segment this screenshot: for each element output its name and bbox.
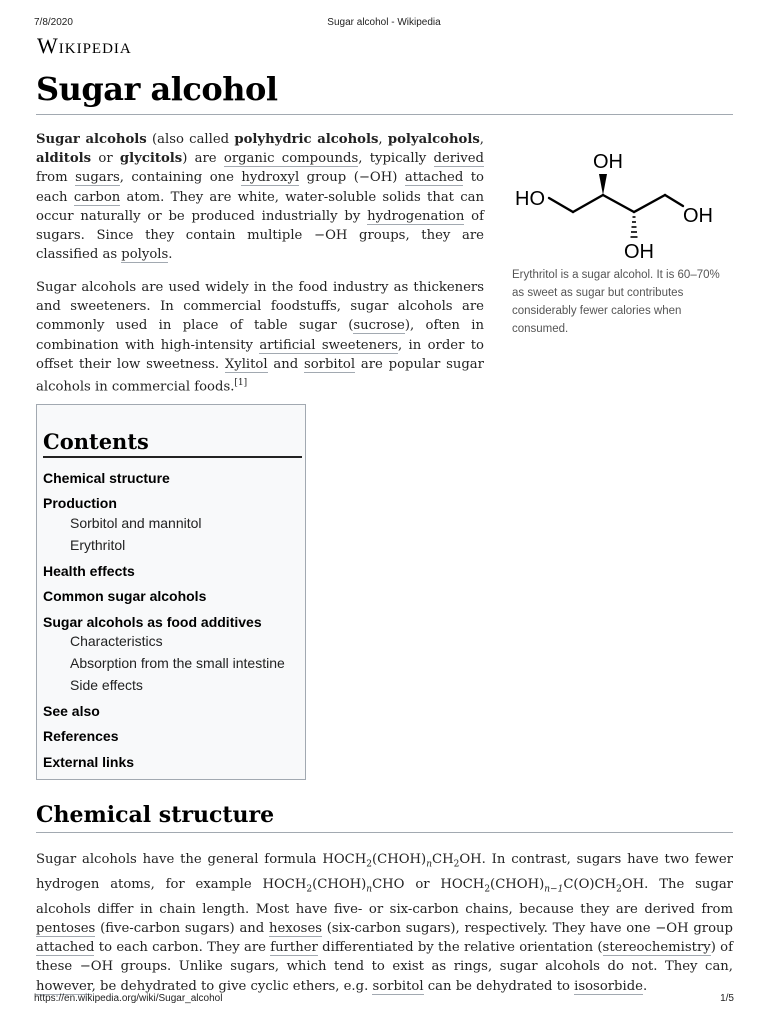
- bond-2: [573, 195, 603, 212]
- reference-1[interactable]: [1]: [234, 378, 248, 389]
- link-pentoses[interactable]: pentoses: [36, 920, 96, 936]
- page-title: Sugar alcohol: [36, 70, 733, 115]
- infobox-caption: Erythritol is a sugar alcohol. It is 60–70% as sweet as sugar but contributes considerably fewer calories when consumed.: [512, 269, 720, 335]
- hash-bond: [631, 217, 638, 237]
- toc-item-absorption[interactable]: Absorption from the small intestine: [70, 655, 285, 671]
- link-polyols[interactable]: polyols: [121, 247, 169, 263]
- print-page-number: 1/5: [720, 993, 734, 1004]
- term-polyhydric: polyhydric alcohols: [234, 132, 379, 147]
- link-however[interactable]: however: [36, 978, 92, 994]
- erythritol-structure-diagram: [505, 140, 733, 265]
- chemical-structure-paragraph: Sugar alcohols have the general formula $HOCH_2(CHOH)_nCH_2OH$. In contrast, sugars have two fewer hydrogen atoms, for example $HOCH_2(CHOH)_nCHO$ or $HOCH_2(CHOH)_{n-1}C(O)CH_2OH$. The sugar alcohols differ in chain length. Most have five- or six-carbon chains, because they are derived from pentoses (five-carbon sugars) and hexoses (six-carbon sugars), respectively. They have one −OH group attached to each carbon. They are further differentiated by the relative orientation (stereochemistry) of these −OH groups. Unlike sugars, which tend to exist as rings, sugar alcohols do not. They can, however, be dehydrated to give cyclic ethers, e.g. sorbitol can be dehydrated to isosorbide.: [36, 852, 733, 994]
- link-sucrose[interactable]: sucrose: [353, 318, 405, 334]
- toc-item-references[interactable]: References: [43, 728, 119, 744]
- intro-paragraph-1: Sugar alcohols (also called polyhydric alcohols, polyalcohols, alditols or glycitols) are organic compounds, typically derived from sugars, containing one hydroxyl group (−OH) attached to each carbon atom. They are white, water-soluble solids that can occur naturally or be produced industrially by hydrogenation of sugars. Since they contain multiple −OH groups, they are classified as polyols.: [36, 132, 484, 263]
- link-stereochemistry[interactable]: stereochemistry: [602, 940, 711, 956]
- link-hydrogenation[interactable]: hydrogenation: [367, 208, 465, 224]
- link-sorbitol-2[interactable]: sorbitol: [372, 978, 424, 994]
- toc-item-health-effects[interactable]: Health effects: [43, 563, 135, 579]
- link-attached[interactable]: attached: [404, 170, 464, 186]
- toc-item-external-links[interactable]: External links: [43, 754, 135, 770]
- link-carbon[interactable]: carbon: [73, 189, 121, 205]
- section-heading-chemical-structure: Chemical structure: [36, 802, 733, 833]
- bond-5: [665, 195, 683, 206]
- infobox-erythritol: [505, 140, 733, 265]
- link-further[interactable]: further: [270, 940, 318, 956]
- print-date: 7/8/2020: [34, 17, 73, 28]
- label-oh-right: OH: [683, 205, 713, 227]
- bond-3: [603, 195, 634, 212]
- term-sugar-alcohols: Sugar alcohols: [36, 132, 147, 147]
- link-artificial-sweeteners[interactable]: artificial sweeteners: [259, 337, 398, 353]
- wikipedia-logo[interactable]: Wikipedia: [37, 33, 132, 58]
- link-isosorbide[interactable]: isosorbide: [574, 978, 643, 994]
- table-of-contents: [36, 404, 306, 780]
- label-oh-top: OH: [593, 151, 623, 173]
- toc-item-common-sugar-alcohols[interactable]: Common sugar alcohols: [43, 588, 207, 604]
- label-ho-left: HO: [515, 188, 545, 210]
- intro-paragraph-2: Sugar alcohols are used widely in the food industry as thickeners and sweeteners. In commercial foodstuffs, sugar alcohols are commonly used in place of table sugar (sucrose), often in combination with high-intensity artificial sweeteners, in order to offset their low sweetness. Xylitol and sorbitol are popular sugar alcohols in commercial foods.[1]: [36, 280, 484, 395]
- link-organic-compounds[interactable]: organic compounds: [223, 151, 359, 167]
- link-sorbitol[interactable]: sorbitol: [303, 356, 356, 372]
- toc-item-characteristics[interactable]: Characteristics: [70, 633, 163, 649]
- toc-title: Contents: [43, 429, 302, 458]
- toc-item-sorbitol-mannitol[interactable]: Sorbitol and mannitol: [70, 515, 202, 531]
- toc-item-production[interactable]: Production: [43, 495, 117, 511]
- toc-item-erythritol[interactable]: Erythritol: [70, 537, 126, 553]
- bond-4: [634, 195, 665, 212]
- term-glycitols: glycitols: [119, 151, 183, 167]
- toc-item-see-also[interactable]: See also: [43, 703, 100, 719]
- link-hydroxyl[interactable]: hydroxyl: [241, 170, 300, 186]
- term-alditols: alditols: [36, 151, 92, 167]
- link-attached-2[interactable]: attached: [36, 940, 95, 956]
- link-derived[interactable]: derived: [433, 151, 484, 167]
- link-hexoses[interactable]: hexoses: [269, 920, 323, 936]
- toc-item-side-effects[interactable]: Side effects: [70, 677, 143, 693]
- wedge-bond: [599, 174, 607, 195]
- link-xylitol[interactable]: Xylitol: [224, 356, 268, 372]
- bond-1: [549, 198, 573, 212]
- print-page-title: Sugar alcohol - Wikipedia: [327, 17, 441, 28]
- toc-item-chemical-structure[interactable]: Chemical structure: [43, 470, 170, 486]
- print-url: https://en.wikipedia.org/wiki/Sugar_alcohol: [34, 993, 223, 1004]
- term-polyalcohols: polyalcohols: [387, 132, 480, 147]
- label-oh-bottom: OH: [624, 241, 654, 263]
- link-sugars[interactable]: sugars: [75, 170, 120, 186]
- toc-item-food-additives[interactable]: Sugar alcohols as food additives: [43, 614, 262, 630]
